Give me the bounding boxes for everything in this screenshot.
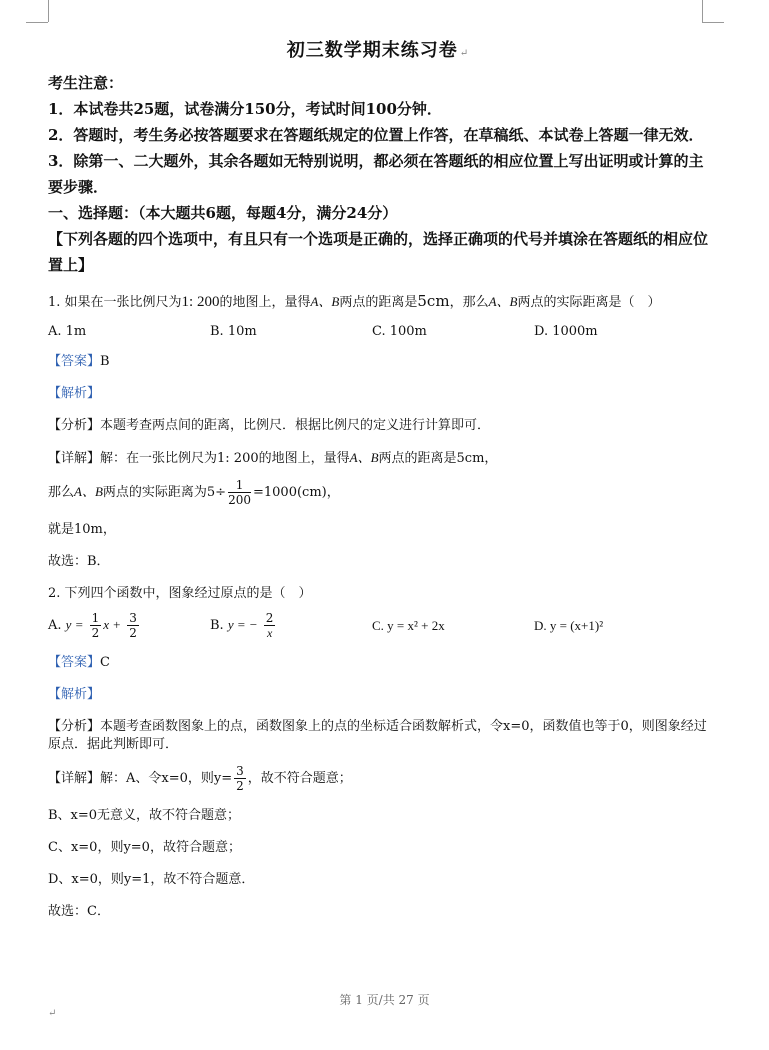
q1-stem-c: 两点的距离是 (339, 295, 418, 310)
crop-mark-top-right-horizontal (702, 22, 724, 23)
q1-stem (48, 292, 708, 312)
notice-heading: 考生注意： (48, 74, 124, 92)
q1-detail-2-points: A、B (74, 484, 103, 499)
crop-mark-top-left-vertical (48, 0, 49, 22)
q2-frac-den: 2 (236, 779, 244, 793)
q2-fenxi (48, 718, 708, 754)
q1-fraction (228, 478, 251, 507)
q1-options (48, 324, 708, 339)
notice-item-3: 3．除第一、二大题外，其余各题如无特别说明，都必须在答题纸的相应位置上写出证明或计算的主要步骤． (48, 152, 704, 196)
q1-answer-label: 【答案】 (48, 354, 101, 369)
q1-analysis-label (48, 385, 708, 403)
q2-option-b-prefix: B. (210, 618, 224, 633)
page-footer: 第 1 页/共 27 页 (339, 993, 430, 1007)
q2-options (48, 611, 708, 640)
q1-option-b: B. 10m (210, 324, 257, 339)
q1-analysis-text: 【解析】 (48, 386, 101, 401)
q2-conclusion: 故选：C． (48, 904, 110, 919)
q2-stem: 2. 下列四个函数中，图象经过原点的是（ ） (48, 586, 312, 601)
q2-option-a-prefix: A. (48, 618, 62, 633)
page-title (48, 36, 708, 62)
q1-option-d: D. 1000m (534, 324, 598, 339)
q2-detail-c: C、x=0，则y=0，故符合题意； (48, 840, 241, 855)
paragraph-mark-icon: ↵ (459, 48, 470, 59)
document-page (48, 30, 708, 921)
q1-conclusion: 故选：B． (48, 554, 110, 569)
q1-distance: 5cm (417, 292, 450, 310)
q1-frac-num: 1 (228, 478, 251, 493)
q2-option-b: B. y = − $\frac{2}{x}$ (210, 611, 274, 640)
q1-answer-value: B (100, 354, 110, 369)
notice-item-2: 2．答题时，考生务必按答题要求在答题纸规定的位置上作答，在草稿纸、本试卷上答题一律无效． (48, 126, 704, 144)
q1-detail-2 (48, 478, 708, 507)
q2-detail-label: 【详解】 (48, 771, 101, 786)
q1-detail-2b: 两点的实际距离为5÷ (102, 485, 227, 500)
title-text: 初三数学期末练习卷 (286, 40, 458, 61)
q2-detail-fraction (234, 764, 246, 793)
q2-detail-a (48, 764, 708, 793)
q1-fenxi (48, 417, 708, 435)
notice-item-1: 1．本试卷共25题，试卷满分150分，考试时间100分钟． (48, 100, 442, 118)
q1-detail-3: 就是10m， (48, 522, 116, 537)
q1-stem-e: 两点的实际距离是（ ） (517, 295, 661, 310)
q2-fenxi-label: 【分析】 (48, 719, 101, 734)
crop-mark-top-right-vertical (702, 0, 703, 22)
q1-answer (48, 353, 708, 371)
q2-analysis-text: 【解析】 (48, 687, 101, 702)
q1-scale: 1: 200 (181, 294, 220, 310)
q2-fenxi-text: 本题考查函数图象上的点，函数图象上的点的坐标适合函数解析式，令x=0，函数值也等于0，则图象经过原点．据此判断即可． (48, 719, 707, 752)
q1-option-a: A. 1m (48, 324, 87, 339)
q2-detail-b: B、x=0无意义，故不符合题意； (48, 808, 241, 823)
q1-detail-label: 【详解】 (48, 451, 101, 466)
q2-option-c: C. y = x² + 2x (372, 617, 445, 633)
q1-detail-1-text: 解：在一张比例尺为1: 200的地图上，量得 (100, 451, 350, 466)
section1-heading: 一、选择题：（本大题共6题，每题4分，满分24分） (48, 204, 398, 222)
q1-fenxi-label: 【分析】 (48, 418, 101, 433)
q2-frac-num: 3 (236, 764, 244, 778)
q2-detail-d: D、x=0，则y=1，故不符合题意． (48, 872, 255, 887)
q1-stem-b: 的地图上，量得 (219, 295, 311, 310)
q2-answer-value: C (100, 655, 110, 670)
section1-instruction: 【下列各题的四个选项中，有且只有一个选项是正确的，选择正确项的代号并填涂在答题纸的相应位置上】 (48, 230, 709, 274)
q2-answer (48, 654, 708, 672)
q1-stem-a: 1. 如果在一张比例尺为 (48, 295, 182, 310)
paragraph-mark-icon-end: ↵ (48, 1008, 57, 1019)
crop-mark-top-left-horizontal (26, 22, 48, 23)
q1-fenxi-text: 本题考查两点间的距离，比例尺．根据比例尺的定义进行计算即可． (100, 418, 491, 433)
q1-detail-2a: 那么 (48, 485, 75, 500)
q2-detail-a-text: 解：A、令x=0，则y= (100, 771, 233, 786)
q1-detail-2c: =1000(cm)， (252, 485, 340, 500)
q1-points-2: A、B (488, 294, 518, 309)
q1-detail-points: A、B (349, 450, 379, 465)
q2-analysis-label (48, 686, 708, 704)
q1-points: A、B (310, 294, 340, 309)
q1-stem-d: ，那么 (449, 295, 489, 310)
q2-detail-a-b: ，故不符合题意； (247, 771, 352, 786)
q2-option-a: A. y = $\frac{1}{2}$ x + $\frac{3}{2}$ (48, 611, 137, 640)
q1-frac-den: 200 (228, 493, 251, 507)
q2-option-d: D. y = (x+1)² (534, 617, 604, 633)
q1-detail-1 (48, 449, 708, 468)
q1-option-c: C. 100m (372, 324, 427, 339)
q2-answer-label: 【答案】 (48, 655, 101, 670)
q1-detail-1b-text: 两点的距离是5cm， (378, 451, 498, 466)
